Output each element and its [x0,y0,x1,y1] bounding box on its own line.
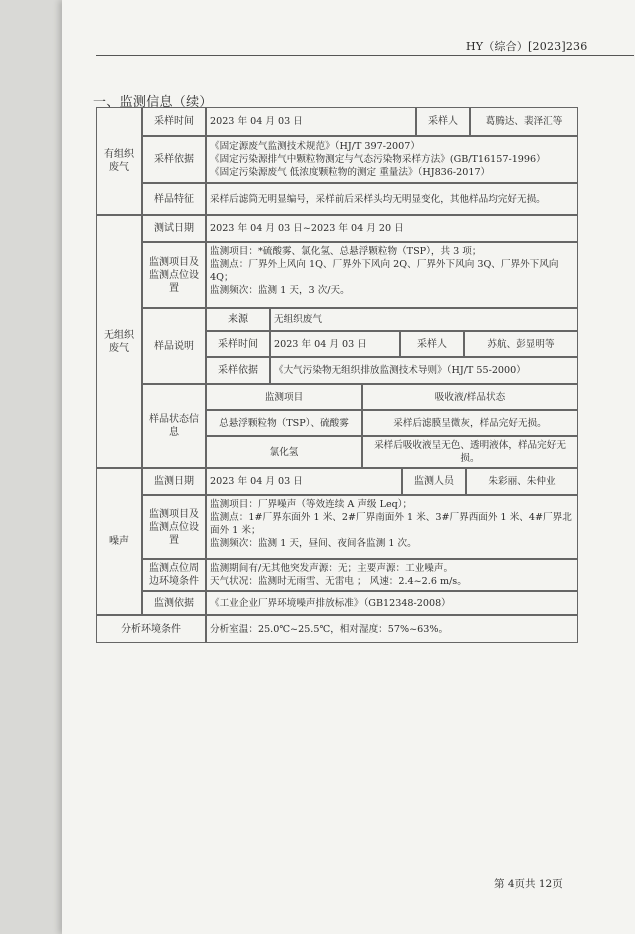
organized-sampler-label [416,107,470,136]
analysis-label [96,615,206,643]
section-title: 一、监测信息（续） [93,95,213,110]
status-row-1-status [362,410,578,436]
unorganized-test-date-label-text: 测试日期 [154,223,194,234]
organized-sampling-time-label-text: 采样时间 [154,116,194,127]
noise-env-label-text: 监测点位周边环境条件 [149,563,199,587]
unorganized-source-label [206,308,270,331]
noise-env-value [206,559,578,591]
unorganized-basis-text: 《大气污染物无组织排放监测技术导则》（HJ/T 55-2000） [274,365,526,376]
noise-staff-value [466,468,578,495]
unorganized-items-label [142,242,206,308]
noise-items-line-3: 监测频次：监测 1 天，昼间、夜间各监测 1 次。 [210,538,417,549]
noise-date-text: 2023 年 04 月 03 日 [210,476,303,487]
status-row-1-item-text: 总悬浮颗粒物（TSP）、硫酸雾 [219,417,349,429]
unorganized-basis-value [270,357,578,384]
noise-basis-label [142,591,206,615]
unorganized-items-value [206,242,578,308]
noise-env-label [142,559,206,591]
noise-items-label [142,495,206,559]
noise-date-value [206,468,402,495]
unorganized-sampling-time-label-text: 采样时间 [218,338,258,350]
noise-items-label-text: 监测项目及监测点位设置 [149,508,199,546]
organized-sampling-time-label [142,107,206,136]
unorganized-sampling-time-text: 2023 年 04 月 03 日 [274,338,367,350]
status-row-1-item [206,410,362,436]
organized-basis-label-text: 采样依据 [154,154,194,165]
organized-sampling-time-value [206,107,416,136]
organized-basis-line-2: 《固定污染源排气中颗粒物测定与气态污染物采样方法》(GB/T16157-1996） [210,154,546,165]
noise-staff-label-text: 监测人员 [414,476,454,487]
unorganized-sampler-label-text: 采样人 [417,338,447,350]
report-code: HY（综合）[2023]236 [466,40,588,53]
noise-env-line-2: 天气状况：监测时无雨雪、无雷电 ； 风速：2.4~2.6 m/s。 [210,576,467,587]
noise-date-label [142,468,206,495]
unorganized-items-line-3: 监测频次：监测 1 天，3 次/天。 [210,285,350,296]
organized-sample-feature-label-text: 样品特征 [154,193,194,205]
unorganized-source-label-text: 来源 [228,314,248,325]
unorganized-status-label-text: 样品状态信息 [149,414,199,438]
noise-basis-value [206,591,578,615]
organized-sample-feature-label [142,183,206,215]
noise-basis-text: 《工业企业厂界环境噪声排放标准》（GB12348-2008） [210,597,451,609]
noise-basis-label-text: 监测依据 [154,597,194,609]
unorganized-sampling-time-label [206,331,270,357]
unorganized-items-line-2: 监测点：厂界外上风向 1Q、厂界外下风向 2Q、厂界外下风向 3Q、厂界外下风向 4Q； [210,259,559,283]
noise-items-value [206,495,578,559]
analysis-value-text: 分析室温：25.0℃~25.5℃，相对湿度：57%~63%。 [210,623,449,635]
unorganized-sample-desc-label-text: 样品说明 [154,340,194,352]
noise-group-label [96,468,142,615]
noise-items-line-2: 监测点：1#厂界东面外 1 米、2#厂界南面外 1 米、3#厂界西面外 1 米、4#厂界北面外 1 米； [210,512,572,536]
organized-basis-value [206,136,578,183]
organized-sampling-time-text: 2023 年 04 月 03 日 [210,116,303,127]
unorganized-source-text: 无组织废气 [274,314,322,325]
unorganized-basis-label-text: 采样依据 [218,365,258,376]
noise-env-line-1: 监测期间有/无其他突发声源：无；主要声源：工业噪声。 [210,563,454,574]
unorganized-group-label [96,215,142,468]
organized-sample-feature-value [206,183,578,215]
organized-basis-label [142,136,206,183]
unorganized-test-date-value [206,215,578,242]
unorganized-sample-desc-label [142,308,206,384]
noise-staff-label [402,468,466,495]
organized-basis-line-3: 《固定污染源废气 低浓度颗粒物的测定 重量法》（HJ836-2017） [210,167,491,178]
organized-sample-feature-text: 采样后滤筒无明显编号，采样前后采样头均无明显变化，其他样品均完好无损。 [210,193,546,205]
organized-basis-line-1: 《固定源废气监测技术规范》（HJ/T 397-2007） [210,141,420,152]
organized-group-text: 有组织废气 [104,149,134,173]
status-col-status-header [362,384,578,410]
unorganized-test-date-text: 2023 年 04 月 03 日~2023 年 04 月 20 日 [210,223,404,234]
noise-date-label-text: 监测日期 [154,476,194,487]
status-col-item-header-text: 监测项目 [264,391,304,403]
noise-items-line-1: 监测项目：厂界噪声（等效连续 A 声级 Leq）； [210,499,413,510]
noise-group-text: 噪声 [109,536,129,547]
status-row-1-status-text: 采样后滤膜呈微灰，样品完好无损。 [393,417,547,429]
unorganized-status-label [142,384,206,468]
unorganized-items-line-1: 监测项目：*硫酸雾、氯化氢、总悬浮颗粒物（TSP），共 3 项； [210,246,482,257]
page-number: 第 4页共 12页 [494,878,563,890]
unorganized-test-date-label [142,215,206,242]
status-col-status-header-text: 吸收液/样品状态 [434,391,506,403]
unorganized-samplers-text: 苏航、彭显明等 [487,338,555,350]
organized-samplers-value [470,107,578,136]
status-row-2-status-text: 采样后吸收液呈无色、透明液体，样品完好无损。 [374,440,566,464]
unorganized-sampling-time-value [270,331,400,357]
noise-staff-text: 朱彩丽、朱仲业 [488,476,556,487]
header-rule [96,55,634,56]
unorganized-samplers-value [464,331,578,357]
status-col-item-header [206,384,362,410]
status-row-2-item-text: 氯化氢 [269,446,299,458]
unorganized-source-value [270,308,578,331]
organized-group-label [96,107,142,215]
status-row-2-item [206,436,362,468]
unorganized-group-text: 无组织废气 [104,329,134,354]
analysis-value [206,615,578,643]
status-row-2-status [362,436,578,468]
organized-samplers-text: 葛腾达、裴泽汇等 [485,116,563,127]
unorganized-basis-label [206,357,270,384]
unorganized-items-label-text: 监测项目及监测点位设置 [149,256,199,294]
unorganized-sampler-label [400,331,464,357]
organized-sampler-label-text: 采样人 [428,116,458,127]
report-page [62,0,635,934]
analysis-label-text: 分析环境条件 [121,623,181,635]
